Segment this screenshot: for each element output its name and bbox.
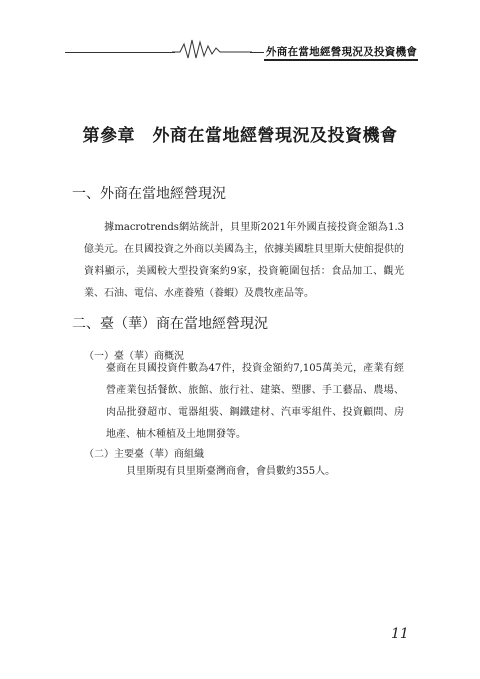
paragraph-taiwanese-overview (106, 358, 404, 446)
heartbeat-wave-icon (172, 38, 252, 60)
paragraph-organizations: 貝里斯現有貝里斯臺灣商會，會員數約355人。 (126, 466, 336, 477)
page-number: 11 (391, 626, 409, 642)
paragraph-text: 臺商在貝國投資件數為47件，投資金額約7,105萬美元，產業有經營產業包括餐飲、旅館、旅行社、建築、塑膠、手工藝品、農場、肉品批發超市、電器組裝、鋼鐵建材、汽車零組件、投資顧問、房地產、柚木種植及土地開發等。 (106, 363, 404, 440)
chapter-title: 第參章 外商在當地經營現況及投資機會 (82, 126, 398, 146)
header-rule-right (250, 52, 264, 53)
section-heading-foreign-business: 一、外商在當地經營現況 (72, 186, 226, 202)
paragraph-text: 據macrotrends網站統計，貝里斯2021年外國直接投資金額為1.3億美元。在貝國投資之外商以美國為主，依據美國駐貝里斯大使館提供的資料顯示，美國較大型投資案約9家，投資範圍包括：食品加工、觀光業、石油、電信、水產養殖（養蝦）及農牧產品等。 (84, 222, 404, 299)
section-heading-taiwanese-business: 二、臺（華）商在當地經營現況 (72, 316, 268, 332)
running-header-title: 外商在當地經營現況及投資機會 (266, 46, 418, 58)
header-rule-left (65, 52, 175, 53)
subsection-label-organizations: （二）主要臺（華）商組織 (84, 449, 204, 460)
paragraph-foreign-investment (84, 217, 404, 305)
header-underline (264, 59, 418, 61)
subsection-label-overview: （一）臺（華）商概況 (84, 351, 184, 362)
